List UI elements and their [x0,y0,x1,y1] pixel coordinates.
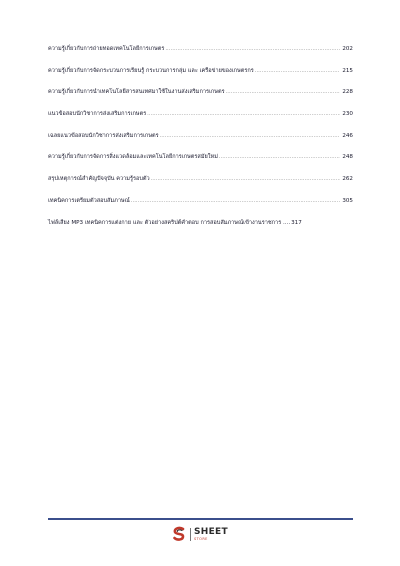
toc-entry[interactable] [48,220,353,227]
toc-entry[interactable] [48,154,353,161]
toc-entry-title: แนวข้อสอบนักวิชาการส่งเสริมการเกษตร [48,111,147,118]
toc-entry-page: 202 [342,46,353,52]
toc-entry[interactable] [48,133,353,140]
toc-entry-page: 230 [342,111,353,118]
footer-divider [48,518,353,520]
toc-leader-dots [151,176,341,183]
toc-entry-title: ความรู้เกี่ยวกับการถ่ายทอดเทคโนโลยีการเกษตร [48,46,165,52]
logo-wordmark: SHEET [194,526,228,537]
toc-entry-title: เทคนิคการเตรียมตัวสอบสัมภาษณ์ [48,197,130,204]
toc-entry-page: 305 [342,197,353,204]
toc-leader-dots [131,198,340,205]
toc-entry-title: ไฟล์เสียง MP3 เทคนิคการแต่งกาย และ ตัวอย่างสคริปต์คำตอบ การสอบสัมภาษณ์เข้างานราชการ .... [48,219,291,226]
toc-entry-page: 317 [291,219,302,226]
toc-entry-title: สรุปเหตุการณ์สำคัญปัจจุบัน ความรู้รอบตัว [48,176,150,183]
table-of-contents [48,46,353,241]
toc-entry[interactable] [48,46,353,53]
toc-entry-page: 262 [342,176,353,183]
toc-leader-dots [147,111,340,118]
toc-entry-page: 246 [342,132,353,139]
logo-text [190,528,228,541]
sheet-store-logo [171,526,228,542]
toc-entry-title: เฉลยแนวข้อสอบนักวิชาการส่งเสริมการเกษตร [48,132,159,139]
toc-entry[interactable] [48,176,353,183]
toc-entry[interactable] [48,198,353,205]
toc-leader-dots [165,46,340,53]
toc-leader-dots [160,133,341,140]
toc-entry-page: 215 [342,67,353,74]
toc-entry-page: 228 [342,89,353,96]
toc-leader-dots [226,89,341,96]
toc-entry[interactable] [48,89,353,96]
toc-leader-dots [255,68,341,75]
logo-subtitle: STORE [194,536,208,541]
toc-entry[interactable] [48,68,353,75]
sheet-logo-icon [171,526,187,542]
toc-entry-title: ความรู้เกี่ยวกับการจัดกระบวนการเรียนรู้ กระบวนการกลุ่ม และ เครือข่ายของเกษตรกร [48,67,254,74]
toc-entry-title: ความรู้เกี่ยวกับการจัดการสิ่งแวดล้อมและเทคโนโลยีการเกษตรสมัยใหม่ [48,154,218,161]
toc-entry[interactable] [48,111,353,118]
toc-entry-page: 248 [342,154,353,161]
toc-leader-dots [219,154,340,161]
toc-entry-title: ความรู้เกี่ยวกับการนำเทคโนโลยีสารสนเทศมาใช้ในงานส่งเสริมการเกษตร [48,89,225,96]
